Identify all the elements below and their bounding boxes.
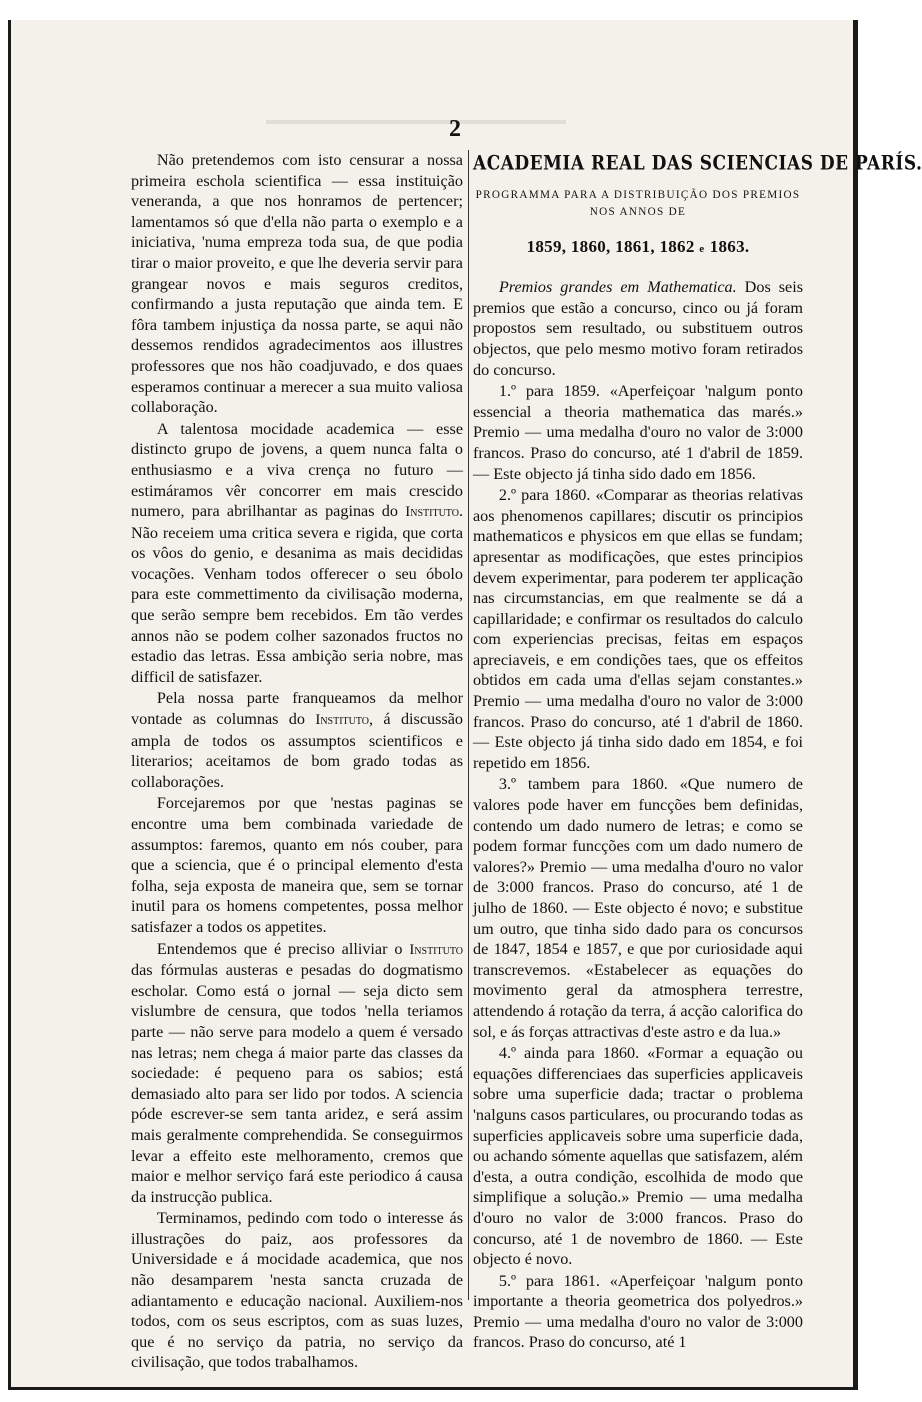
years-conjunction: e [699,242,706,255]
journal-name: Instituto [405,504,459,521]
journal-name: Instituto [315,712,370,729]
paragraph-3-text-a: Pela nossa parte franqueamos da melhor vontade as columnas do [131,689,463,729]
journal-name: Instituto [409,941,463,958]
paragraph-5-text-a: Entendemos que é preciso alliviar o [156,939,403,958]
article-years [473,237,803,260]
paragraph-1: Não pretendemos com isto censurar a nossa primeira eschola scientifica — essa instituição veneranda, a que nos honramos de pertencer; lamentamos só que d'ella não parta o exemplo e a iniciativa, 'numa empreza toda sua, de que podia tirar o maior proveito, e que lhe deveria servir para grangear novos e mais seguros creditos, confirmando a justa reputação que ainda tem. E fôra tambem injustiça da nossa parte, se aqui não dessemos rendidos agradecimentos aos illustres professores que nos hão coadjuvado, e dos quaes esperamos continuar a merecer a sua muito valiosa collaboração. [131,151,463,417]
prize-2: 2.º para 1860. «Comparar as theorias relativas aos phenomenos capillares; discutir os principios mathematicos e physicos em que ellas se fundam; apresentar as modificações, que estes principios devem experimentar, para poderem ter applicação nas circumstancias, em que realmente se dá a capillaridade; e confirmar os resultados do calculo com experiencias precisas, feitas em espaços apreciaveis, e em condições taes, que os effeitos obtidos em cada uma d'ellas sejam constantes.» Premio — uma medalha d'ouro no valor de 3:000 francos. Praso do concurso, até 1 d'abril de 1860. — Este objecto já tinha sido dado em 1854, e foi repetido em 1856. [473,486,803,772]
prize-4: 4.º ainda para 1860. «Formar a equação ou equações differenciaes das superficies applicaveis sobre uma superficie dada; tractar o problema 'nalguns casos particulares, ou procurando todas as superficies applicaveis sobre uma superficie dada, ou achando sómente aquellas que satisfazem, além d'esta, a outra condição, escolhida de modo que simplifique a solução.» Premio — uma medalha d'ouro no valor de 3:000 francos. Praso do concurso, até 1 de novembro de 1860. — Este objecto é novo. [473,1044,803,1269]
paragraph-2-text-b: . Não receiem uma critica severa e rigida, que corta os vôos do genio, e desanima as mais decididas vocações. Venham todos offerecer o seu óbolo para este commettimento da civilisação moderna, que serão sempre bem recebidos. Em tão verdes annos não se podem colher sazonados fructos no estadio das letras. Essa ambição seria nobre, mas difficil de satisfazer. [131,502,464,686]
paragraph-6: Terminamos, pedindo com todo o interesse ás illustrações do paiz, aos professores da Universidade e á mocidade academica, que nos não desamparem 'nesta sancta cruzada de adiantamento e educação nacional. Auxiliem-nos todos, com os seus escriptos, com as suas luzes, que é no serviço da patria, no serviço da civilisação, que todos trabalhamos. [131,1209,463,1372]
article-title: ACADEMIA REAL DAS SCIENCIAS DE PARÍS. [473,152,922,176]
article-subtitle-line-2: NOS ANNOS DE [589,205,687,218]
article-subtitle-line-1: PROGRAMMA PARA A DISTRIBUIÇÃO DOS PREMIOS [475,188,801,201]
intro-paragraph [473,277,803,380]
paragraph-3 [131,688,463,792]
paragraph-3-text-b: , á discussão ampla de todos os assumptos scientificos e literarios; aceitamos de bom grado todas as collaborações. [131,710,464,791]
paragraph-2 [131,419,463,688]
prize-5: 5.º para 1861. «Aperfeiçoar 'nalgum ponto importante a theoria geometrica dos polyedros.» Premio — uma medalha d'ouro no valor de 3:000 francos. Praso do concurso, até 1 [473,1271,803,1352]
left-column [131,150,463,1373]
paragraph-4: Forcejaremos por que 'nestas paginas se encontre uma bem combinada variedade de assumptos: faremos, quanto em nós couber, para que a sciencia, que é o principal elemento d'esta folha, seja exposta de maneira que, sem se tornar inutil para os homens competentes, possa melhor satisfazer a todos os appetites. [131,794,463,936]
article-subtitle [473,187,803,221]
paragraph-5 [131,939,463,1208]
years-last: 1863. [709,236,750,256]
section-heading: Premios grandes em Mathematica. [498,278,737,297]
paragraph-5-text-b: das fórmulas austeras e pesadas do dogmatismo escholar. Como está o jornal — seja dicto sem vislumbre de censura, que todos 'nella teriamos parte — não serve para modelo a quem é versado nas letras; nem chega á maior parte das classes da sociedade: é pequeno para os sabios; está demasiado alto para ser lido por todos. A sciencia póde escrever-se sem tanta aridez, e será assim mais geralmente comprehendida. Se conseguirmos levar a effeito este melhoramento, cremos que maior e melhor serviço fará este periodico á causa da instrucção publica. [131,961,463,1206]
column-divider [468,150,469,1300]
page-number: 2 [449,116,462,142]
intro-text: Dos seis premios que estão a concurso, cinco ou já foram propostos sem resultado, ou substituem outros objectos, que pelo mesmo motivo foram retirados do concurso. [473,278,804,379]
newspaper-page [8,20,922,1390]
prize-3: 3.º tambem para 1860. «Que numero de valores pode haver em funcções bem definidas, contendo um dado numero de letras; e como se podem formar funcções com um dado numero de valores?» Premio — uma medalha d'ouro no valor de 3:000 francos. Praso do concurso, até 1 de julho de 1860. — Este objecto é novo; e substitue um outro, que tinha sido dado para os concursos de 1847, 1854 e 1857, e que por curiosidade aqui transcrevemos. «Estabelecer as equações do movimento geral da atmosphera terrestre, attendendo á rotação da terra, á acção calorifica do sol, e ás forças attractivas d'este astro e da lua.» [473,775,803,1041]
prize-1: 1.º para 1859. «Aperfeiçoar 'nalgum ponto essencial a theoria mathematica das marés.» Premio — uma medalha d'ouro no valor de 3:000 francos. Praso do concurso, até 1 d'abril de 1859. — Este objecto já tinha sido dado em 1856. [473,382,803,483]
right-column [473,152,922,1353]
paragraph-2-text-a: A talentosa mocidade academica — esse distincto grupo de jovens, a quem nunca falta o enthusiasmo e a viva crença no futuro — estimáramos vêr concorrer em mais crescido numero, para abrilhantar as paginas do [131,419,463,521]
years-list: 1859, 1860, 1861, 1862 [526,236,695,256]
